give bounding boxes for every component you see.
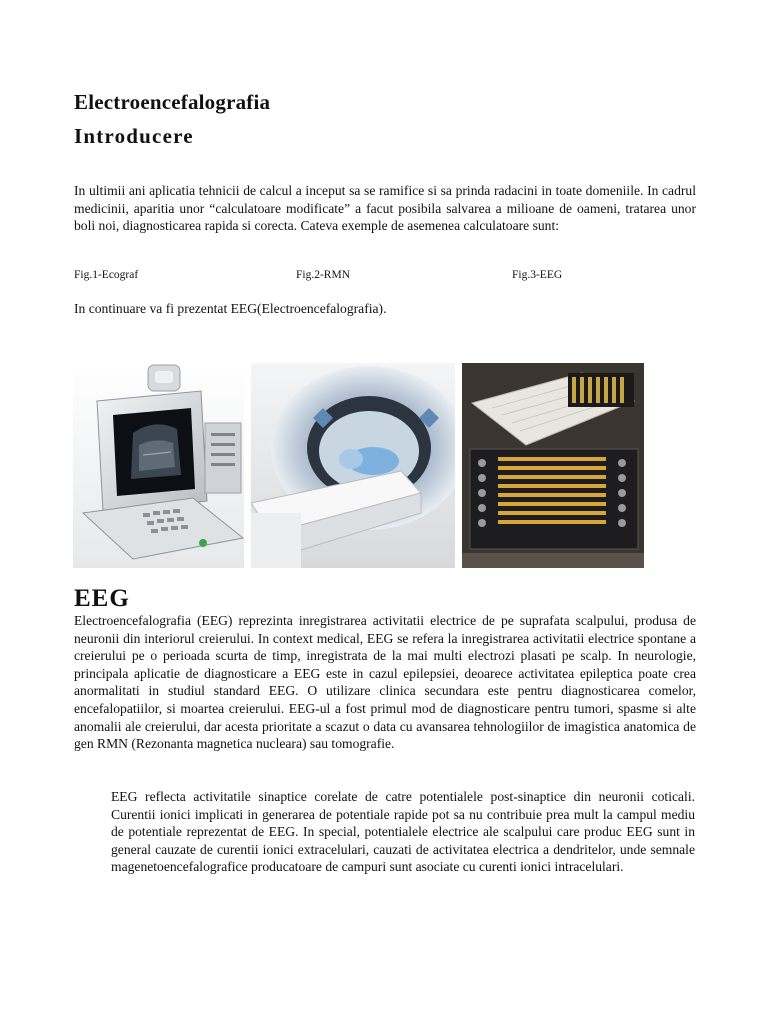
eeg-paragraph: Electroencefalografia (EEG) reprezinta inregistrarea activitatii electrice de pe suprafata scalpului, produsa de neuronii din interiorul creierului. In context medical, EEG se refera la inregistrarea activitatii electrice spontane a creierului pe o perioada scurta de timp, inregistrata de la mai multi electrozi plasati pe scalp. In neurologie, principala aplicatie de diagnosticare a EEG este in cazul epilepsiei, deoarece activitatea epileptica poate crea anormalitati in studiul standard EEG. O utilizare clinica secundara este pentru diagnosticarea comelor, encefalopatiilor, si moartea creierului. EEG-ul a fost primul mod de diagnosticare pentru tumori, spasme si alte anomalii ale creierului, dar acesta prioritate a scazut o data cu avansarea tehnologiilor de imagistica anatomica de gen RMN (Rezonanta magnetica nucleara) sau tomografie. (74, 613, 696, 752)
figure-label-2: Fig.2-RMN (296, 269, 350, 281)
eeg-recorder-image (462, 363, 644, 568)
continuation-text: In continuare va fi prezentat EEG(Electroencefalografia). (74, 301, 387, 316)
figure-label-3: Fig.3-EEG (512, 269, 563, 281)
ultrasound-machine-image (73, 363, 244, 568)
document-subtitle: Introducere (74, 124, 194, 148)
mri-scanner-image (251, 363, 455, 568)
intro-paragraph: In ultimii ani aplicatia tehnicii de calcul a inceput sa se ramifice si sa prinda radacini in toate domeniile. In cadrul medicinii, aparitia unor “calculatoare modificate” a facut posibila salvarea a milioane de oameni, tratarea unor boli noi, diagnosticarea rapida si corecta. Cateva exemple de asemenea calculatoare sunt: (74, 183, 696, 234)
section-heading-eeg: EEG (74, 585, 130, 612)
document-title: Electroencefalografia (74, 90, 271, 114)
indented-paragraph: EEG reflecta activitatile sinaptice corelate de catre potentialele post-sinaptice din neuronii coticali. Curentii ionici implicati in generarea de potentiale rapide pot sa nu contribuie prea mult la campul mediu de potentiale reprezentat de EEG. In special, potentialele electrice ale scalpului care produc EEG sunt in general cauzate de curentii ionici extracelulari, cauzati de activitatea electrica a dendritelor, unde semnale magenetoencefalografice producatoare de campuri sunt asociate cu curenti ionici intracelulari. (111, 789, 695, 875)
figure-label-1: Fig.1-Ecograf (74, 269, 139, 281)
